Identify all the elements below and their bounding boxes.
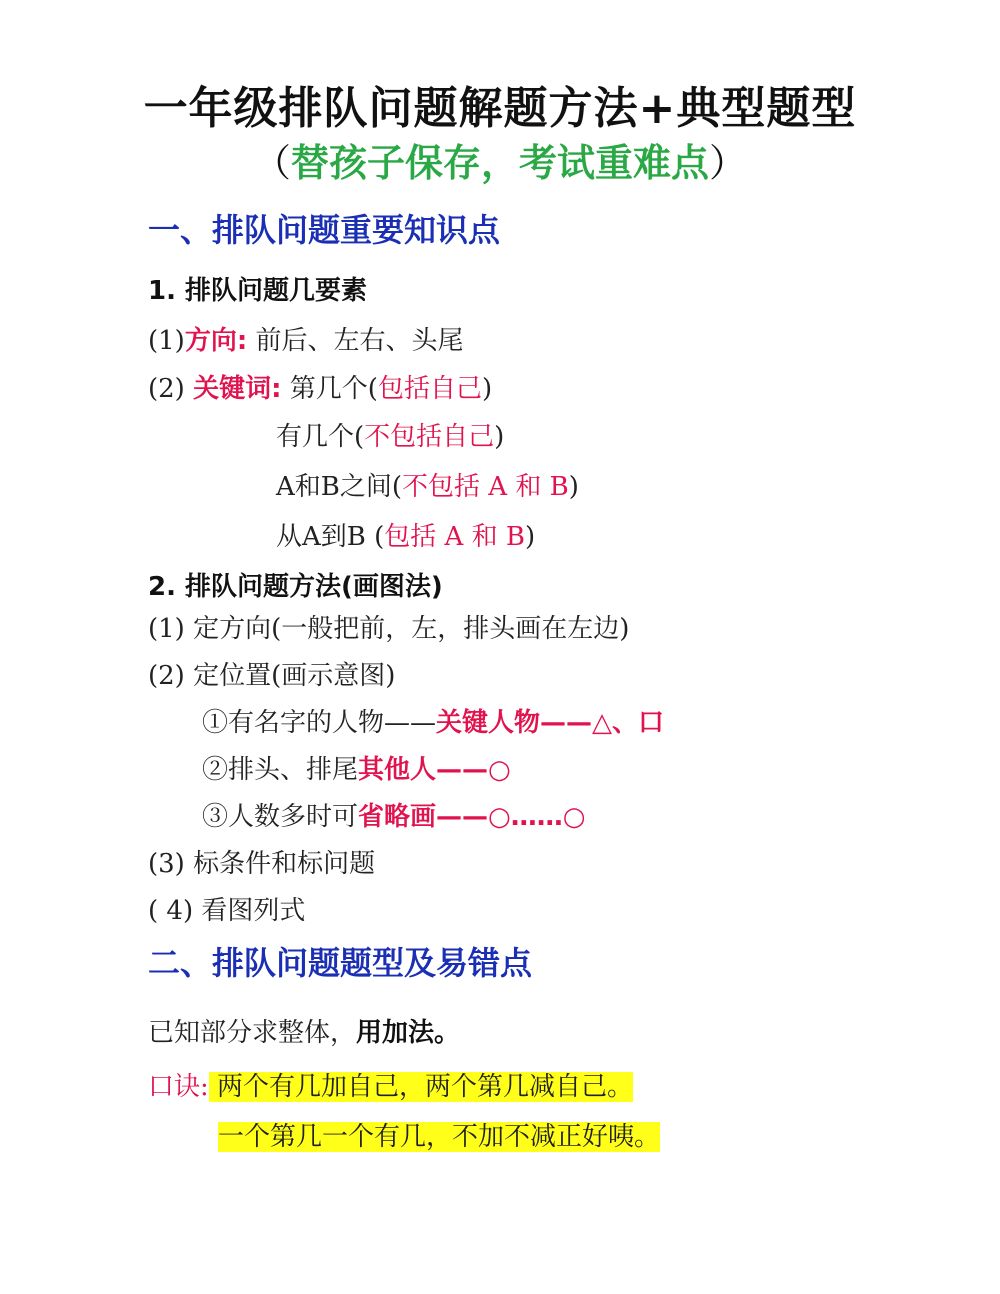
element-direction — [148, 320, 464, 357]
keyword-line3-text: A和B之间( — [276, 472, 403, 502]
keyword-line3 — [276, 466, 579, 503]
mnemonic-label: 口诀: — [148, 1072, 209, 1102]
point1-text: ①有名字的人物—— — [202, 708, 437, 738]
point2-text: ②排头、排尾 — [202, 755, 359, 785]
keywords-label: 关键词: — [193, 374, 282, 404]
rule-emphasis: 用加法。 — [356, 1018, 461, 1048]
keyword-line2-text: 有几个( — [276, 422, 365, 452]
rule-text: 已知部分求整体， — [148, 1018, 357, 1048]
section1-heading: 一、排队问题重要知识点 — [148, 211, 501, 249]
direction-text: 前后、左右、头尾 — [247, 326, 464, 356]
keyword-line2-note: 不包括自己 — [364, 422, 495, 452]
method-step2-point1 — [202, 702, 664, 739]
method-step2: (2) 定位置(画示意图) — [148, 661, 396, 691]
keyword-line3-note: 不包括 A 和 B — [402, 472, 569, 502]
point1-note: 关键人物——△、口 — [436, 708, 665, 738]
point3-text: ③人数多时可 — [202, 802, 359, 832]
keyword-line3-close: ) — [568, 472, 579, 502]
sub2-heading: 2. 排队问题方法(画图法) — [148, 572, 443, 602]
point2-note: 其他人——○ — [358, 755, 511, 785]
method-step3: (3) 标条件和标问题 — [148, 849, 376, 879]
subtitle-text: 替孩子保存，考试重难点 — [290, 141, 709, 185]
subtitle-close-paren: ） — [709, 141, 748, 185]
method-step1: (1) 定方向(一般把前，左，排头画在左边) — [148, 614, 630, 644]
mnemonic-line1 — [148, 1066, 633, 1103]
mnemonic-text-1: 两个有几加自己，两个第几减自己。 — [208, 1072, 634, 1102]
element-keywords — [148, 368, 492, 405]
method-step2-point3 — [202, 796, 585, 833]
direction-label: 方向: — [184, 326, 248, 356]
keyword-line1-close: ) — [481, 374, 493, 404]
subtitle-open-paren: （ — [252, 141, 291, 185]
keyword-line1-text: 第几个( — [281, 374, 378, 404]
keyword-line1-note: 包括自己 — [377, 374, 482, 404]
mnemonic-line2 — [218, 1116, 660, 1153]
page-title: 一年级排队问题解题方法+典型题型 — [143, 83, 857, 134]
item-prefix: (2) — [148, 374, 185, 404]
point3-note: 省略画——○……○ — [358, 802, 586, 832]
keyword-line2 — [276, 416, 504, 453]
method-step2-point2 — [202, 749, 511, 786]
item-prefix: (1) — [148, 326, 185, 356]
section2-heading: 二、排队问题题型及易错点 — [148, 944, 533, 982]
mnemonic-text-2: 一个第几一个有几，不加不减正好咦。 — [218, 1122, 661, 1152]
keyword-line2-close: ) — [494, 422, 505, 452]
keyword-line4-text: 从A到B ( — [276, 522, 385, 552]
page-subtitle — [0, 132, 1000, 187]
keyword-line4 — [276, 516, 535, 553]
keyword-line4-note: 包括 A 和 B — [384, 522, 525, 552]
rule-line — [148, 1012, 460, 1049]
method-step4: ( 4) 看图列式 — [148, 896, 306, 926]
sub1-heading: 1. 排队问题几要素 — [148, 276, 368, 306]
keyword-line4-close: ) — [524, 522, 536, 552]
